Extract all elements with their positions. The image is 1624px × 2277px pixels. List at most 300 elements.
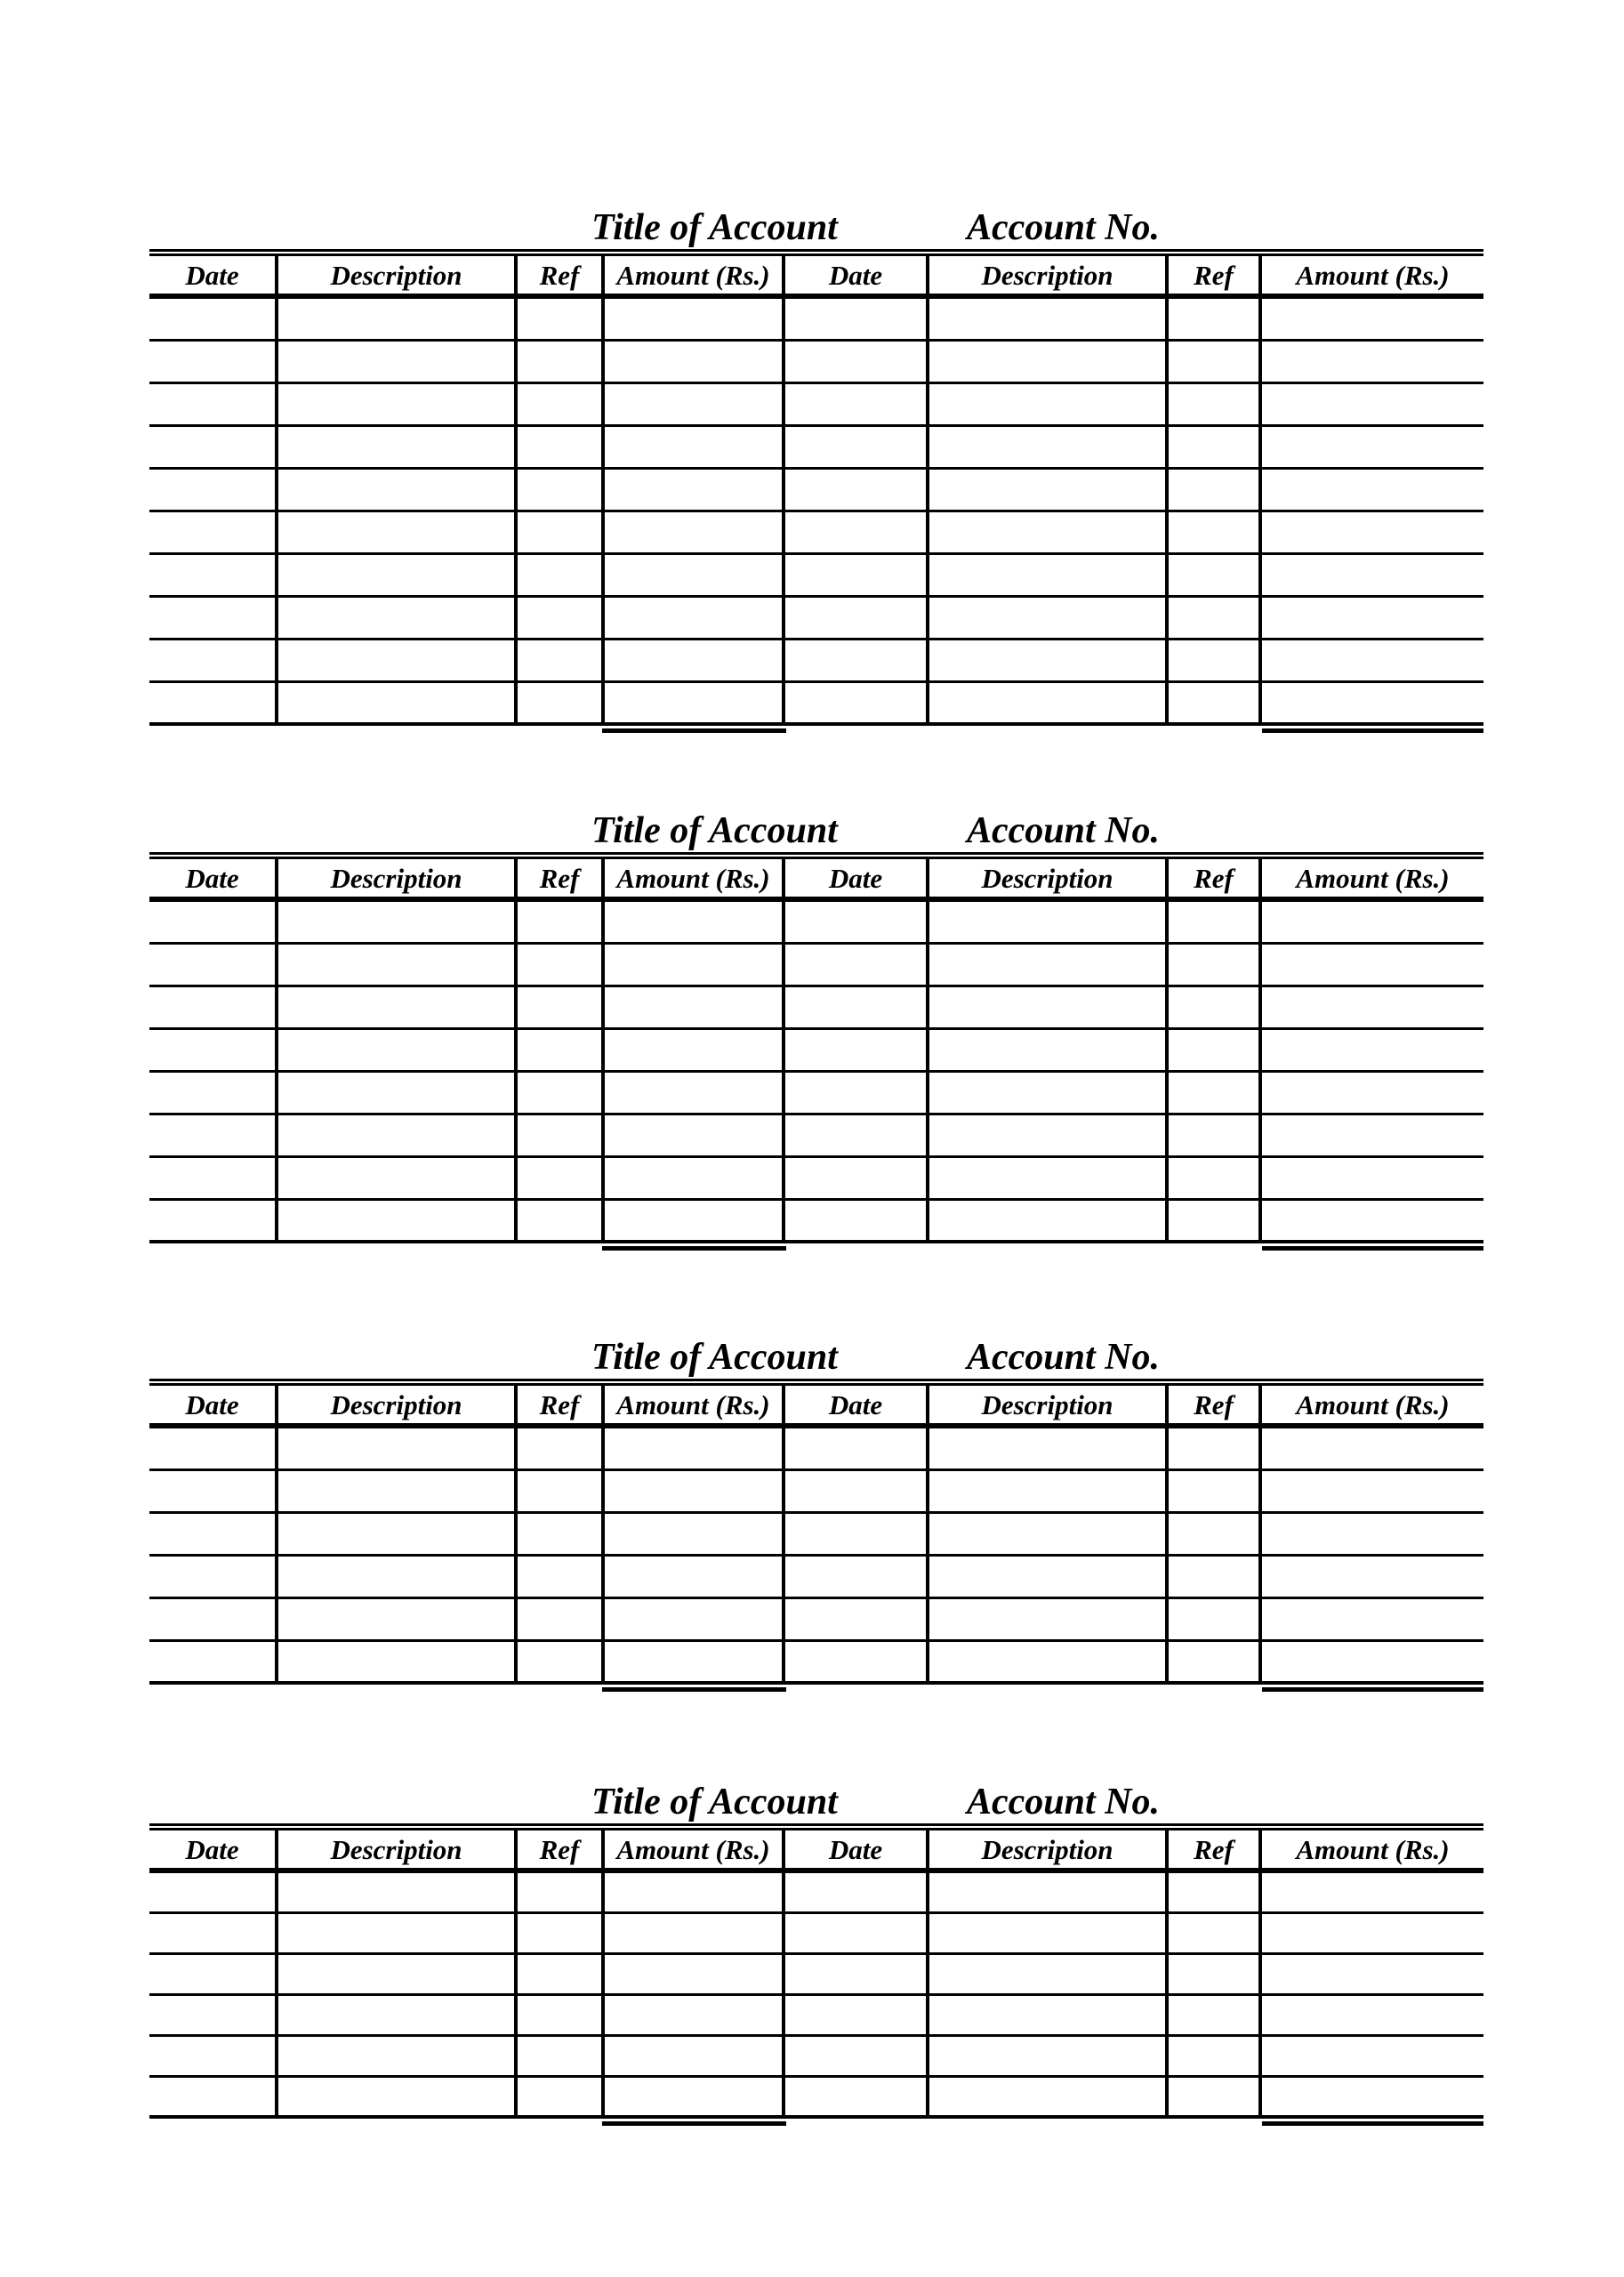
ledger-cell-r5-c3 xyxy=(518,2037,605,2078)
ledger-cell-r6-c4 xyxy=(605,2078,785,2119)
ledger-cell-r5-c2 xyxy=(278,1599,518,1642)
column-header-description-2: Description xyxy=(278,256,518,299)
ledger-cell-r6-c5 xyxy=(785,512,929,555)
ledger-cell-r4-c7 xyxy=(1169,427,1262,470)
ledger-cell-r4-c6 xyxy=(929,427,1169,470)
ledger-cell-r5-c8 xyxy=(1262,2037,1483,2078)
ledger-cell-r10-c6 xyxy=(929,683,1169,726)
column-header-date-5: Date xyxy=(785,1386,929,1428)
ledger-cell-r1-c3 xyxy=(518,1428,605,1471)
ledger-cell-r10-c5 xyxy=(785,683,929,726)
ledger-cell-r7-c8 xyxy=(1262,555,1483,598)
ledger-cell-r1-c4 xyxy=(605,299,785,342)
ledger-cell-r5-c4 xyxy=(605,2037,785,2078)
column-header-ref-7: Ref xyxy=(1169,1830,1262,1873)
ledger-cell-r4-c4 xyxy=(605,1030,785,1073)
ledger-cell-r2-c7 xyxy=(1169,1471,1262,1514)
column-header-description-2: Description xyxy=(278,1830,518,1873)
ledger-cell-r4-c2 xyxy=(278,427,518,470)
ledger-cell-r1-c8 xyxy=(1262,1873,1483,1914)
ledger-cell-r5-c6 xyxy=(929,1599,1169,1642)
ledger-cell-r8-c7 xyxy=(1169,1201,1262,1243)
column-header-description-6: Description xyxy=(929,1386,1169,1428)
ledger-cell-r1-c4 xyxy=(605,1428,785,1471)
ledger-cell-r2-c6 xyxy=(929,342,1169,384)
ledger-cell-r4-c8 xyxy=(1262,1557,1483,1599)
ledger-cell-r6-c7 xyxy=(1169,1642,1262,1685)
ledger-cell-r7-c2 xyxy=(278,1158,518,1201)
ledger-grid xyxy=(149,852,1483,1243)
ledger-cell-r9-c5 xyxy=(785,640,929,683)
ledger-cell-r2-c7 xyxy=(1169,945,1262,987)
ledger-cell-r5-c7 xyxy=(1169,2037,1262,2078)
ledger-cell-r7-c5 xyxy=(785,1158,929,1201)
ledger-cell-r6-c4 xyxy=(605,1642,785,1685)
ledger-cell-r5-c6 xyxy=(929,2037,1169,2078)
ledger-cell-r6-c6 xyxy=(929,2078,1169,2119)
ledger-cell-r8-c8 xyxy=(1262,598,1483,640)
column-header-ref-3: Ref xyxy=(518,256,605,299)
ledger-cell-r6-c2 xyxy=(278,2078,518,2119)
ledger-cell-r10-c4 xyxy=(605,683,785,726)
ledger-cell-r3-c8 xyxy=(1262,384,1483,427)
ledger-cell-r2-c5 xyxy=(785,945,929,987)
ledger-cell-r8-c1 xyxy=(149,1201,278,1243)
ledger-titles xyxy=(149,205,1483,249)
ledger-cell-r2-c2 xyxy=(278,1471,518,1514)
ledger-cell-r3-c5 xyxy=(785,987,929,1030)
ledger-cell-r8-c5 xyxy=(785,1201,929,1243)
column-header-ref-3: Ref xyxy=(518,1830,605,1873)
column-header-ref-7: Ref xyxy=(1169,256,1262,299)
ledger-grid xyxy=(149,1379,1483,1685)
ledger-table-1 xyxy=(149,205,1483,726)
ledger-grid xyxy=(149,1823,1483,2119)
ledger-cell-r4-c4 xyxy=(605,1557,785,1599)
ledger-cell-r1-c6 xyxy=(929,299,1169,342)
ledger-cell-r6-c1 xyxy=(149,2078,278,2119)
column-header-date-1: Date xyxy=(149,1830,278,1873)
ledger-cell-r2-c7 xyxy=(1169,342,1262,384)
column-header-description-6: Description xyxy=(929,859,1169,902)
column-header-date-1: Date xyxy=(149,256,278,299)
ledger-cell-r2-c6 xyxy=(929,1914,1169,1955)
ledger-cell-r4-c1 xyxy=(149,1030,278,1073)
ledger-cell-r1-c5 xyxy=(785,902,929,945)
ledger-cell-r4-c7 xyxy=(1169,1030,1262,1073)
account-title-label: Title of Account xyxy=(591,810,838,851)
ledger-cell-r6-c3 xyxy=(518,1115,605,1158)
column-header-date-5: Date xyxy=(785,859,929,902)
ledger-cell-r1-c6 xyxy=(929,1428,1169,1471)
ledger-cell-r3-c3 xyxy=(518,1955,605,1996)
ledger-cell-r1-c2 xyxy=(278,1428,518,1471)
ledger-cell-r7-c4 xyxy=(605,1158,785,1201)
ledger-cell-r1-c1 xyxy=(149,1873,278,1914)
ledger-cell-r7-c6 xyxy=(929,555,1169,598)
ledger-cell-r3-c7 xyxy=(1169,987,1262,1030)
ledger-cell-r4-c1 xyxy=(149,1996,278,2037)
column-header-amountrs-4: Amount (Rs.) xyxy=(605,1830,785,1873)
column-header-amountrs-4: Amount (Rs.) xyxy=(605,859,785,902)
ledger-cell-r6-c7 xyxy=(1169,512,1262,555)
ledger-cell-r8-c6 xyxy=(929,598,1169,640)
ledger-cell-r6-c5 xyxy=(785,1642,929,1685)
ledger-cell-r9-c1 xyxy=(149,640,278,683)
ledger-cell-r1-c8 xyxy=(1262,299,1483,342)
ledger-cell-r7-c1 xyxy=(149,555,278,598)
ledger-cell-r1-c7 xyxy=(1169,1428,1262,1471)
ledger-table-4 xyxy=(149,1779,1483,2119)
ledger-cell-r3-c5 xyxy=(785,1955,929,1996)
account-number-label: Account No. xyxy=(967,1337,1161,1378)
ledger-cell-r1-c1 xyxy=(149,1428,278,1471)
ledger-cell-r3-c1 xyxy=(149,987,278,1030)
ledger-cell-r2-c6 xyxy=(929,1471,1169,1514)
ledger-cell-r3-c8 xyxy=(1262,1514,1483,1557)
ledger-cell-r4-c7 xyxy=(1169,1996,1262,2037)
amount-double-rule-right xyxy=(1262,728,1483,733)
ledger-cell-r6-c1 xyxy=(149,1642,278,1685)
ledger-cell-r5-c5 xyxy=(785,470,929,512)
ledger-cell-r2-c8 xyxy=(1262,945,1483,987)
ledger-cell-r4-c3 xyxy=(518,1030,605,1073)
ledger-cell-r2-c1 xyxy=(149,945,278,987)
ledger-cell-r10-c2 xyxy=(278,683,518,726)
ledger-cell-r1-c1 xyxy=(149,902,278,945)
ledger-cell-r1-c5 xyxy=(785,1428,929,1471)
ledger-cell-r6-c2 xyxy=(278,1115,518,1158)
ledger-cell-r5-c1 xyxy=(149,470,278,512)
ledger-cell-r9-c8 xyxy=(1262,640,1483,683)
ledger-cell-r8-c2 xyxy=(278,598,518,640)
ledger-cell-r2-c3 xyxy=(518,342,605,384)
ledger-cell-r2-c4 xyxy=(605,945,785,987)
ledger-cell-r1-c2 xyxy=(278,299,518,342)
ledger-cell-r8-c5 xyxy=(785,598,929,640)
ledger-cell-r2-c1 xyxy=(149,1471,278,1514)
ledger-cell-r1-c8 xyxy=(1262,902,1483,945)
ledger-cell-r4-c1 xyxy=(149,427,278,470)
column-header-amountrs-8: Amount (Rs.) xyxy=(1262,1830,1483,1873)
ledger-cell-r6-c4 xyxy=(605,512,785,555)
ledger-cell-r6-c6 xyxy=(929,512,1169,555)
ledger-cell-r2-c3 xyxy=(518,945,605,987)
column-header-description-6: Description xyxy=(929,256,1169,299)
ledger-cell-r3-c7 xyxy=(1169,1514,1262,1557)
ledger-cell-r5-c1 xyxy=(149,1599,278,1642)
ledger-cell-r2-c2 xyxy=(278,945,518,987)
ledger-cell-r6-c5 xyxy=(785,2078,929,2119)
ledger-cell-r3-c2 xyxy=(278,384,518,427)
ledger-cell-r2-c1 xyxy=(149,342,278,384)
ledger-cell-r8-c1 xyxy=(149,598,278,640)
ledger-table-3 xyxy=(149,1334,1483,1685)
ledger-cell-r9-c3 xyxy=(518,640,605,683)
ledger-cell-r3-c7 xyxy=(1169,384,1262,427)
ledger-cell-r3-c3 xyxy=(518,987,605,1030)
ledger-cell-r4-c7 xyxy=(1169,1557,1262,1599)
ledger-cell-r4-c5 xyxy=(785,1557,929,1599)
ledger-cell-r2-c3 xyxy=(518,1471,605,1514)
column-header-amountrs-8: Amount (Rs.) xyxy=(1262,256,1483,299)
ledger-cell-r5-c8 xyxy=(1262,1073,1483,1115)
ledger-table-2 xyxy=(149,808,1483,1243)
ledger-cell-r5-c7 xyxy=(1169,1073,1262,1115)
ledger-cell-r6-c8 xyxy=(1262,1642,1483,1685)
ledger-cell-r8-c7 xyxy=(1169,598,1262,640)
ledger-cell-r1-c7 xyxy=(1169,902,1262,945)
ledger-cell-r1-c3 xyxy=(518,299,605,342)
ledger-cell-r1-c7 xyxy=(1169,299,1262,342)
ledger-cell-r5-c7 xyxy=(1169,1599,1262,1642)
ledger-cell-r5-c1 xyxy=(149,2037,278,2078)
ledger-cell-r4-c1 xyxy=(149,1557,278,1599)
ledger-cell-r4-c6 xyxy=(929,1030,1169,1073)
ledger-cell-r3-c5 xyxy=(785,1514,929,1557)
ledger-cell-r2-c4 xyxy=(605,1471,785,1514)
ledger-cell-r4-c5 xyxy=(785,427,929,470)
ledger-cell-r2-c5 xyxy=(785,342,929,384)
amount-double-rule-right xyxy=(1262,2121,1483,2126)
ledger-cell-r8-c8 xyxy=(1262,1201,1483,1243)
ledger-cell-r5-c3 xyxy=(518,470,605,512)
ledger-cell-r1-c3 xyxy=(518,902,605,945)
amount-double-rule-left xyxy=(602,1687,786,1692)
ledger-cell-r6-c2 xyxy=(278,512,518,555)
ledger-cell-r3-c1 xyxy=(149,1514,278,1557)
ledger-cell-r2-c4 xyxy=(605,342,785,384)
ledger-cell-r6-c5 xyxy=(785,1115,929,1158)
ledger-cell-r10-c1 xyxy=(149,683,278,726)
ledger-cell-r3-c3 xyxy=(518,384,605,427)
ledger-cell-r5-c3 xyxy=(518,1599,605,1642)
ledger-cell-r6-c3 xyxy=(518,1642,605,1685)
ledger-cell-r4-c8 xyxy=(1262,427,1483,470)
ledger-cell-r5-c3 xyxy=(518,1073,605,1115)
ledger-cell-r3-c6 xyxy=(929,384,1169,427)
ledger-cell-r1-c4 xyxy=(605,1873,785,1914)
ledger-cell-r3-c7 xyxy=(1169,1955,1262,1996)
ledger-cell-r6-c4 xyxy=(605,1115,785,1158)
column-header-amountrs-8: Amount (Rs.) xyxy=(1262,859,1483,902)
ledger-cell-r9-c7 xyxy=(1169,640,1262,683)
ledger-cell-r8-c3 xyxy=(518,1201,605,1243)
ledger-grid xyxy=(149,249,1483,726)
column-header-amountrs-8: Amount (Rs.) xyxy=(1262,1386,1483,1428)
ledger-cell-r10-c8 xyxy=(1262,683,1483,726)
amount-double-rule-right xyxy=(1262,1687,1483,1692)
ledger-cell-r4-c2 xyxy=(278,1996,518,2037)
ledger-cell-r5-c5 xyxy=(785,1599,929,1642)
ledger-cell-r2-c5 xyxy=(785,1471,929,1514)
ledger-cell-r7-c7 xyxy=(1169,1158,1262,1201)
ledger-cell-r5-c5 xyxy=(785,2037,929,2078)
ledger-cell-r9-c2 xyxy=(278,640,518,683)
ledger-cell-r3-c6 xyxy=(929,1514,1169,1557)
ledger-cell-r1-c4 xyxy=(605,902,785,945)
ledger-cell-r9-c6 xyxy=(929,640,1169,683)
ledger-cell-r4-c5 xyxy=(785,1030,929,1073)
amount-double-rule-right xyxy=(1262,1246,1483,1251)
column-header-amountrs-4: Amount (Rs.) xyxy=(605,256,785,299)
ledger-cell-r5-c4 xyxy=(605,470,785,512)
ledger-cell-r6-c8 xyxy=(1262,512,1483,555)
ledger-cell-r6-c7 xyxy=(1169,2078,1262,2119)
ledger-cell-r5-c2 xyxy=(278,2037,518,2078)
ledger-cell-r10-c7 xyxy=(1169,683,1262,726)
ledger-cell-r3-c1 xyxy=(149,1955,278,1996)
account-title-label: Title of Account xyxy=(591,1337,838,1378)
ledger-cell-r3-c2 xyxy=(278,1955,518,1996)
ledger-cell-r1-c6 xyxy=(929,1873,1169,1914)
ledger-cell-r2-c8 xyxy=(1262,342,1483,384)
ledger-cell-r5-c2 xyxy=(278,1073,518,1115)
account-title-label: Title of Account xyxy=(591,207,838,248)
ledger-cell-r7-c5 xyxy=(785,555,929,598)
ledger-cell-r2-c2 xyxy=(278,342,518,384)
ledger-cell-r3-c4 xyxy=(605,384,785,427)
column-header-ref-3: Ref xyxy=(518,859,605,902)
ledger-titles xyxy=(149,808,1483,852)
ledger-cell-r4-c6 xyxy=(929,1996,1169,2037)
ledger-cell-r2-c1 xyxy=(149,1914,278,1955)
account-number-label: Account No. xyxy=(967,1782,1161,1822)
column-header-amountrs-4: Amount (Rs.) xyxy=(605,1386,785,1428)
ledger-cell-r1-c8 xyxy=(1262,1428,1483,1471)
ledger-cell-r6-c3 xyxy=(518,512,605,555)
ledger-cell-r3-c6 xyxy=(929,987,1169,1030)
account-number-label: Account No. xyxy=(967,810,1161,851)
column-header-date-5: Date xyxy=(785,1830,929,1873)
ledger-cell-r1-c3 xyxy=(518,1873,605,1914)
ledger-cell-r5-c4 xyxy=(605,1599,785,1642)
ledger-cell-r5-c6 xyxy=(929,470,1169,512)
ledger-cell-r2-c4 xyxy=(605,1914,785,1955)
ledger-cell-r6-c8 xyxy=(1262,2078,1483,2119)
ledger-cell-r6-c6 xyxy=(929,1115,1169,1158)
ledger-cell-r8-c4 xyxy=(605,598,785,640)
ledger-cell-r4-c5 xyxy=(785,1996,929,2037)
ledger-cell-r4-c4 xyxy=(605,427,785,470)
column-header-description-2: Description xyxy=(278,859,518,902)
ledger-cell-r4-c2 xyxy=(278,1557,518,1599)
ledger-cell-r2-c2 xyxy=(278,1914,518,1955)
ledger-cell-r1-c2 xyxy=(278,1873,518,1914)
column-header-description-6: Description xyxy=(929,1830,1169,1873)
ledger-cell-r3-c5 xyxy=(785,384,929,427)
ledger-cell-r1-c1 xyxy=(149,299,278,342)
ledger-cell-r3-c6 xyxy=(929,1955,1169,1996)
ledger-cell-r4-c8 xyxy=(1262,1996,1483,2037)
column-header-ref-3: Ref xyxy=(518,1386,605,1428)
ledger-cell-r6-c1 xyxy=(149,512,278,555)
ledger-cell-r1-c5 xyxy=(785,299,929,342)
ledger-cell-r4-c2 xyxy=(278,1030,518,1073)
ledger-cell-r4-c4 xyxy=(605,1996,785,2037)
ledger-cell-r5-c2 xyxy=(278,470,518,512)
ledger-cell-r5-c6 xyxy=(929,1073,1169,1115)
column-header-date-1: Date xyxy=(149,859,278,902)
ledger-cell-r5-c5 xyxy=(785,1073,929,1115)
ledger-cell-r5-c7 xyxy=(1169,470,1262,512)
ledger-cell-r5-c8 xyxy=(1262,1599,1483,1642)
ledger-cell-r5-c4 xyxy=(605,1073,785,1115)
ledger-cell-r7-c8 xyxy=(1262,1158,1483,1201)
ledger-titles xyxy=(149,1334,1483,1379)
ledger-cell-r8-c3 xyxy=(518,598,605,640)
ledger-cell-r2-c8 xyxy=(1262,1914,1483,1955)
ledger-cell-r5-c8 xyxy=(1262,470,1483,512)
ledger-cell-r7-c2 xyxy=(278,555,518,598)
column-header-ref-7: Ref xyxy=(1169,1386,1262,1428)
ledger-cell-r10-c3 xyxy=(518,683,605,726)
column-header-date-5: Date xyxy=(785,256,929,299)
ledger-cell-r3-c2 xyxy=(278,987,518,1030)
ledger-cell-r3-c1 xyxy=(149,384,278,427)
ledger-cell-r3-c4 xyxy=(605,987,785,1030)
ledger-cell-r4-c3 xyxy=(518,1557,605,1599)
ledger-cell-r7-c3 xyxy=(518,1158,605,1201)
ledger-cell-r7-c1 xyxy=(149,1158,278,1201)
ledger-cell-r7-c4 xyxy=(605,555,785,598)
ledger-cell-r3-c8 xyxy=(1262,987,1483,1030)
ledger-cell-r3-c2 xyxy=(278,1514,518,1557)
ledger-cell-r2-c7 xyxy=(1169,1914,1262,1955)
ledger-cell-r6-c6 xyxy=(929,1642,1169,1685)
ledger-cell-r4-c8 xyxy=(1262,1030,1483,1073)
ledger-cell-r3-c4 xyxy=(605,1955,785,1996)
ledger-cell-r7-c3 xyxy=(518,555,605,598)
ledger-cell-r8-c4 xyxy=(605,1201,785,1243)
ledger-cell-r4-c3 xyxy=(518,427,605,470)
ledger-cell-r2-c5 xyxy=(785,1914,929,1955)
ledger-cell-r6-c1 xyxy=(149,1115,278,1158)
ledger-cell-r7-c6 xyxy=(929,1158,1169,1201)
ledger-titles xyxy=(149,1779,1483,1823)
ledger-cell-r1-c7 xyxy=(1169,1873,1262,1914)
account-title-label: Title of Account xyxy=(591,1782,838,1822)
amount-double-rule-left xyxy=(602,2121,786,2126)
ledger-cell-r1-c2 xyxy=(278,902,518,945)
ledger-cell-r4-c3 xyxy=(518,1996,605,2037)
ledger-cell-r6-c2 xyxy=(278,1642,518,1685)
column-header-date-1: Date xyxy=(149,1386,278,1428)
ledger-cell-r3-c4 xyxy=(605,1514,785,1557)
ledger-cell-r6-c3 xyxy=(518,2078,605,2119)
ledger-cell-r4-c6 xyxy=(929,1557,1169,1599)
amount-double-rule-left xyxy=(602,728,786,733)
column-header-ref-7: Ref xyxy=(1169,859,1262,902)
ledger-cell-r2-c8 xyxy=(1262,1471,1483,1514)
ledger-cell-r8-c6 xyxy=(929,1201,1169,1243)
ledger-cell-r3-c3 xyxy=(518,1514,605,1557)
ledger-cell-r1-c6 xyxy=(929,902,1169,945)
ledger-cell-r5-c1 xyxy=(149,1073,278,1115)
account-number-label: Account No. xyxy=(967,207,1161,248)
ledger-cell-r7-c7 xyxy=(1169,555,1262,598)
ledger-cell-r9-c4 xyxy=(605,640,785,683)
amount-double-rule-left xyxy=(602,1246,786,1251)
ledger-cell-r1-c5 xyxy=(785,1873,929,1914)
ledger-cell-r8-c2 xyxy=(278,1201,518,1243)
ledger-cell-r6-c7 xyxy=(1169,1115,1262,1158)
ledger-cell-r3-c8 xyxy=(1262,1955,1483,1996)
ledger-cell-r2-c3 xyxy=(518,1914,605,1955)
ledger-cell-r2-c6 xyxy=(929,945,1169,987)
column-header-description-2: Description xyxy=(278,1386,518,1428)
ledger-cell-r6-c8 xyxy=(1262,1115,1483,1158)
